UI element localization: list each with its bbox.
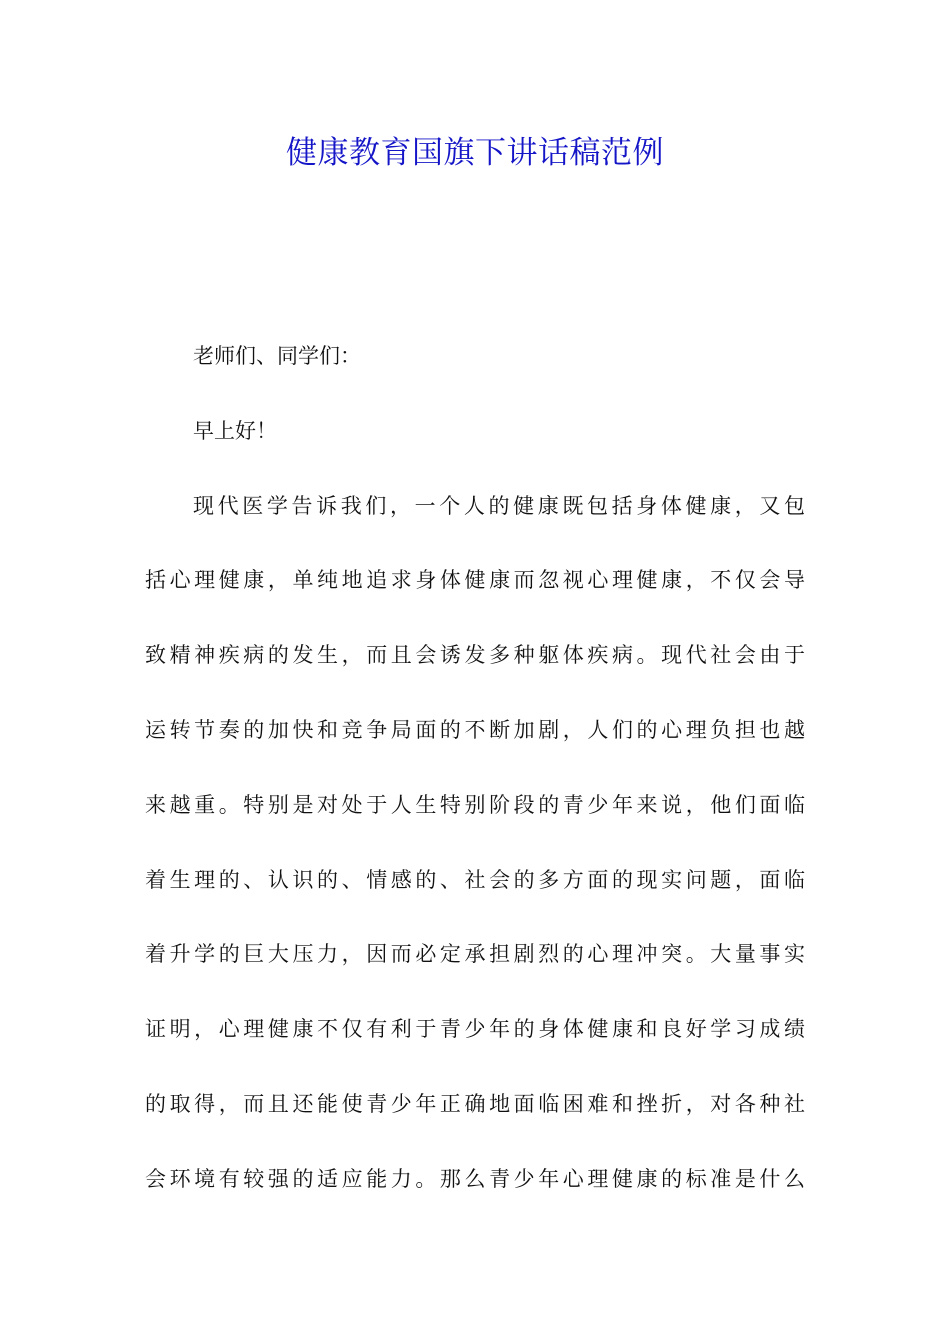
paragraph-line: 现代医学告诉我们，一个人的健康既包括身体健康，又包 (193, 493, 805, 518)
page-title: 健康教育国旗下讲话稿范例 (286, 135, 664, 171)
paragraph-line: 来越重。特别是对处于人生特别阶段的青少年来说，他们面临 (145, 792, 805, 817)
paragraph-line: 证明，心理健康不仅有利于青少年的身体健康和良好学习成绩 (145, 1017, 805, 1042)
greeting: 早上好！ (193, 418, 277, 443)
paragraph-line: 着生理的、认识的、情感的、社会的多方面的现实问题，面临 (145, 867, 805, 892)
salutation: 老师们、同学们： (193, 344, 361, 368)
paragraph-line: 会环境有较强的适应能力。那么青少年心理健康的标准是什么 (145, 1166, 805, 1191)
paragraph-line: 的取得，而且还能使青少年正确地面临困难和挫折，对各种社 (145, 1091, 805, 1116)
paragraph-line: 着升学的巨大压力，因而必定承担剧烈的心理冲突。大量事实 (145, 942, 805, 967)
paragraph-line: 运转节奏的加快和竞争局面的不断加剧，人们的心理负担也越 (145, 717, 805, 742)
document-body (145, 338, 805, 1236)
paragraph-line: 致精神疾病的发生，而且会诱发多种躯体疾病。现代社会由于 (145, 643, 805, 668)
paragraph-line: 括心理健康，单纯地追求身体健康而忽视心理健康，不仅会导 (145, 568, 805, 593)
